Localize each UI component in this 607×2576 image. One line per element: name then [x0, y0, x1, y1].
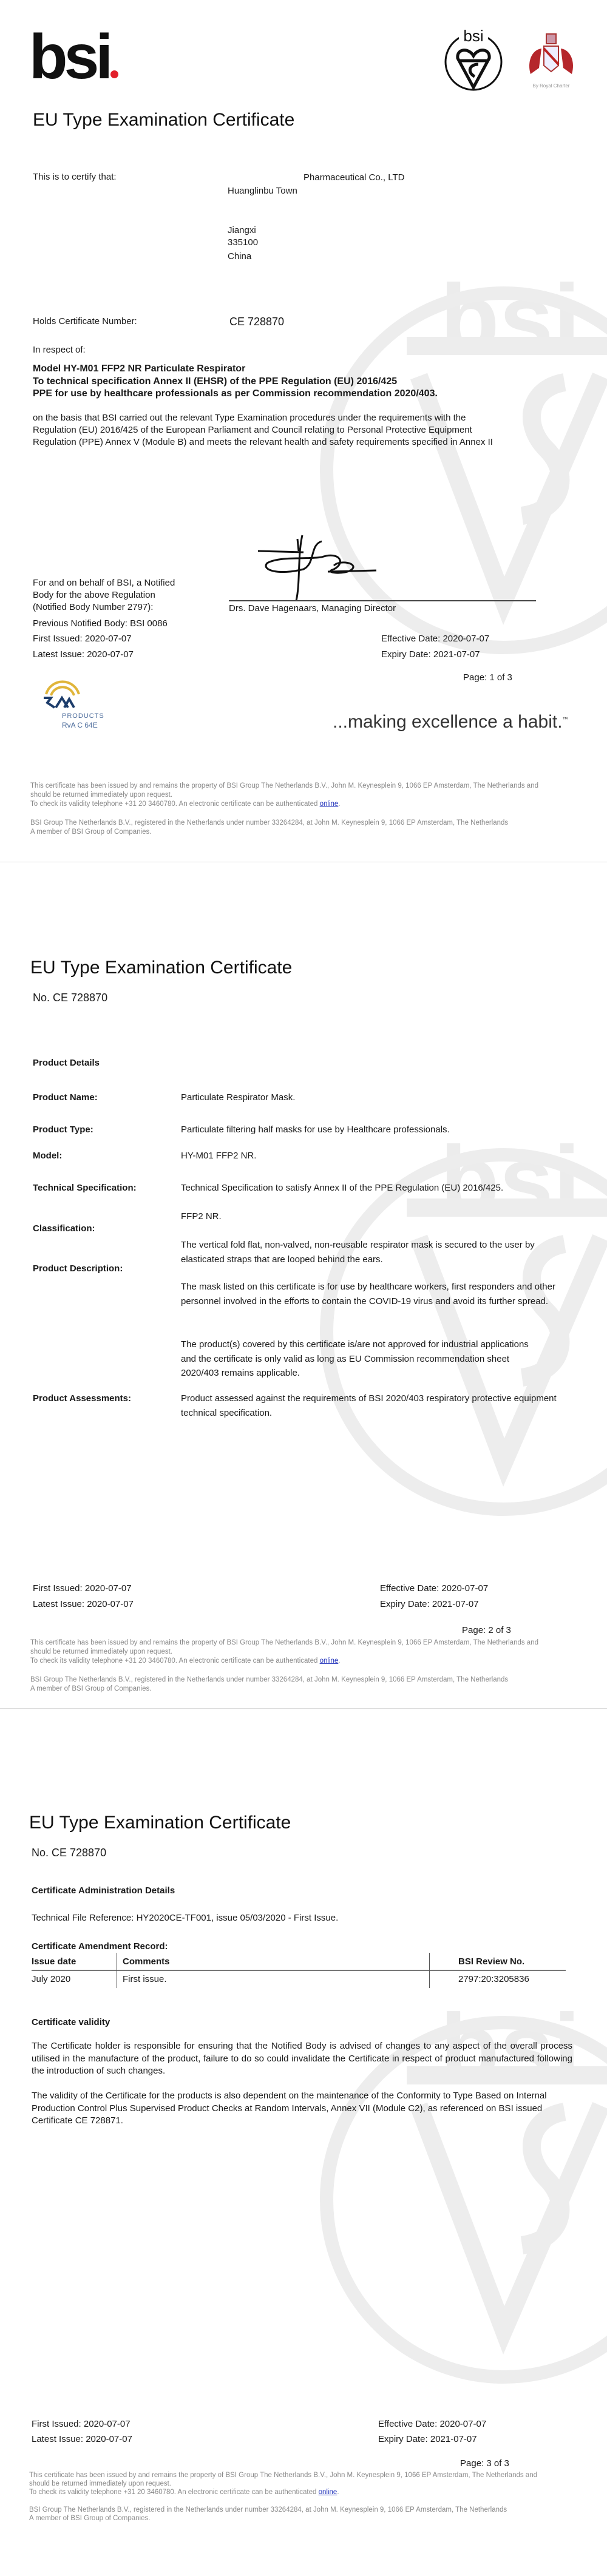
signatory-name: Drs. Dave Hagenaars, Managing Director: [229, 603, 396, 614]
table-header: Comments: [123, 1956, 170, 1967]
field-label: Model:: [33, 1151, 63, 1161]
table-cell: July 2020: [32, 1974, 71, 1984]
technical-specification: Technical Specification to satisfy Annex II of the PPE Regulation (EU) 2016/425.: [181, 1183, 504, 1193]
footer-line: should be returned immediately upon request.: [30, 791, 172, 799]
scope-line: PPE for use by healthcare professionals as per Commission recommendation 2020/403.: [33, 388, 438, 399]
footer-line: This certificate has been issued by and remains the property of BSI Group The Netherlands B.V., John M. Keynesplein 9, 1066 EP Amsterdam, The Netherlands and: [29, 2472, 537, 2479]
kitemark-logo: [443, 24, 504, 92]
section-heading: Certificate Amendment Record:: [32, 1941, 168, 1952]
table-divider: [32, 1970, 566, 1971]
behalf-line: For and on behalf of BSI, a Notified: [33, 578, 175, 588]
brand-tagline: ...making excellence a habit.™: [333, 712, 568, 732]
validity-paragraph: The Certificate holder is responsible for ensuring that the Notified Body is advised of changes to any aspect of the overall process utilised in the manufacture of the product, failure to do so could invalidate the Certificate in respect of product manufactured following the introduction of such changes.: [32, 2041, 572, 2076]
product-description: The mask listed on this certificate is for use by healthcare workers, first responders and other personnel involved in the efforts to contain the COVID-19 virus and avoid its further spread.: [181, 1282, 555, 1307]
footer-line: A member of BSI Group of Companies.: [29, 2515, 151, 2522]
rva-icon: [42, 672, 85, 709]
page-number: Page: 3 of 3: [460, 2458, 509, 2469]
page-title: EU Type Examination Certificate: [33, 110, 295, 130]
technical-file-reference: Technical File Reference: HY2020CE-TF001, issue 05/03/2020 - First Issue.: [32, 1913, 339, 1923]
expiry-date: Expiry Date: 2021-07-07: [380, 1599, 479, 1609]
field-label: Technical Specification:: [33, 1183, 137, 1193]
in-respect-label: In respect of:: [33, 345, 86, 355]
certificate-number: No. CE 728870: [32, 1847, 107, 1859]
footer-line: To check its validity telephone +31 20 3460780. An electronic certificate can be authenticated online.: [30, 800, 341, 808]
section-heading: Certificate validity: [32, 2017, 110, 2027]
behalf-line: Body for the above Regulation: [33, 590, 155, 600]
behalf-line: (Notified Body Number 2797):: [33, 602, 154, 612]
product-description: The product(s) covered by this certificate is/are not approved for industrial applications and the certificate is only valid as long as EU Commission recommendation sheet 2020/403 remains applicable.: [181, 1339, 529, 1378]
first-issued: First Issued: 2020-07-07: [32, 2419, 131, 2429]
page-title: EU Type Examination Certificate: [29, 1813, 291, 1833]
footer-line: BSI Group The Netherlands B.V., registered in the Netherlands under number 33264284, at John M. Keynesplein 9, 1066 EP Amsterdam, The Netherlands: [30, 1676, 509, 1683]
page-title: EU Type Examination Certificate: [30, 958, 293, 978]
classification-value: FFP2 NR.: [181, 1211, 222, 1222]
footer-line: This certificate has been issued by and remains the property of BSI Group The Netherlands B.V., John M. Keynesplein 9, 1066 EP Amsterdam, The Netherlands and: [30, 1639, 538, 1646]
bsi-watermark: [316, 1960, 607, 2397]
footer-line: To check its validity telephone +31 20 3460780. An electronic certificate can be authenticated online.: [30, 1657, 341, 1665]
field-label: Product Assessments:: [33, 1393, 131, 1404]
svg-text:bsi: bsi: [440, 264, 581, 373]
signature: [255, 533, 382, 603]
basis-line: on the basis that BSI carried out the relevant Type Examination procedures under the requirements with the: [33, 413, 466, 423]
table-divider: [429, 1953, 430, 1988]
online-link[interactable]: online: [319, 1657, 339, 1665]
effective-date: Effective Date: 2020-07-07: [380, 1583, 489, 1594]
latest-issue: Latest Issue: 2020-07-07: [33, 649, 134, 660]
online-link[interactable]: online: [319, 800, 339, 808]
validity-paragraph: The validity of the Certificate for the products is also dependent on the maintenance of the Conformity to Type Based on Internal Production Control Plus Supervised Product Checks at Random Intervals, Annex VII (Module C2), as referenced on BSI issued Certificate CE 728871.: [32, 2091, 547, 2126]
field-label: Product Type:: [33, 1124, 93, 1135]
product-type: Particulate filtering half masks for use by Healthcare professionals.: [181, 1124, 450, 1135]
product-description: The vertical fold flat, non-valved, non-reusable respirator mask is secured to the user by elasticated straps that are looped behind the ears.: [181, 1240, 535, 1265]
footer-line: BSI Group The Netherlands B.V., registered in the Netherlands under number 33264284, at John M. Keynesplein 9, 1066 EP Amsterdam, The Netherlands: [30, 819, 509, 827]
certificate-number: CE 728870: [229, 316, 285, 328]
section-heading: Certificate Administration Details: [32, 1885, 175, 1896]
logo-red-dot: [110, 70, 118, 78]
page-separator: [0, 1708, 607, 1709]
previous-notified-body: Previous Notified Body: BSI 0086: [33, 618, 168, 629]
page-number: Page: 2 of 3: [462, 1625, 511, 1635]
address-line: 335100: [228, 237, 259, 248]
table-header: Issue date: [32, 1956, 76, 1967]
footer-line: BSI Group The Netherlands B.V., registered in the Netherlands under number 33264284, at John M. Keynesplein 9, 1066 EP Amsterdam, The Netherlands: [29, 2506, 507, 2513]
first-issued: First Issued: 2020-07-07: [33, 634, 132, 644]
certify-label: This is to certify that:: [33, 172, 117, 182]
footer-line: A member of BSI Group of Companies.: [30, 1685, 152, 1692]
product-assessments: Product assessed against the requirements of BSI 2020/403 respiratory protective equipment technical specification.: [181, 1393, 557, 1418]
latest-issue: Latest Issue: 2020-07-07: [32, 2434, 132, 2444]
first-issued: First Issued: 2020-07-07: [33, 1583, 132, 1594]
latest-issue: Latest Issue: 2020-07-07: [33, 1599, 134, 1609]
footer-line: should be returned immediately upon request.: [29, 2480, 171, 2487]
footer-line: To check its validity telephone +31 20 3460780. An electronic certificate can be authenticated online.: [29, 2489, 339, 2496]
company-name: Pharmaceutical Co., LTD: [304, 172, 405, 183]
product-model: HY-M01 FFP2 NR.: [181, 1151, 257, 1161]
field-label: Product Name:: [33, 1092, 98, 1103]
expiry-date: Expiry Date: 2021-07-07: [378, 2434, 477, 2444]
signature-line: [229, 600, 536, 601]
rva-accreditation-logo: PRODUCTS RvA C 64E: [42, 672, 103, 738]
footer-line: This certificate has been issued by and remains the property of BSI Group The Netherlands B.V., John M. Keynesplein 9, 1066 EP Amsterdam, The Netherlands and: [30, 782, 538, 789]
basis-line: Regulation (PPE) Annex V (Module B) and meets the relevant health and safety requirements specified in Annex II: [33, 437, 493, 447]
crest-icon: [526, 32, 577, 80]
scope-line: To technical specification Annex II (EHSR) of the PPE Regulation (EU) 2016/425: [33, 376, 398, 387]
table-cell: First issue.: [123, 1974, 167, 1984]
footer-line: A member of BSI Group of Companies.: [30, 828, 152, 836]
basis-line: Regulation (EU) 2016/425 of the European Parliament and Council relating to Personal Protective Equipment: [33, 425, 472, 435]
holds-label: Holds Certificate Number:: [33, 316, 137, 326]
page-number: Page: 1 of 3: [463, 672, 512, 683]
table-cell: 2797:20:3205836: [458, 1974, 529, 1984]
effective-date: Effective Date: 2020-07-07: [378, 2419, 487, 2429]
product-name: Particulate Respirator Mask.: [181, 1092, 296, 1103]
bsi-logo: bsi: [29, 27, 118, 87]
bsi-watermark: [316, 1092, 607, 1529]
scope-line: Model HY-M01 FFP2 NR Particulate Respirator: [33, 363, 246, 374]
royal-charter-crest: By Royal Charter: [522, 32, 580, 89]
svg-text:bsi: bsi: [440, 1126, 581, 1234]
certificate-number: No. CE 728870: [33, 992, 108, 1004]
expiry-date: Expiry Date: 2021-07-07: [381, 649, 480, 660]
field-label: Classification:: [33, 1223, 95, 1234]
effective-date: Effective Date: 2020-07-07: [381, 634, 490, 644]
section-heading: Product Details: [33, 1058, 100, 1068]
table-header: BSI Review No.: [458, 1956, 525, 1967]
address-country: China: [228, 251, 252, 262]
field-label: Product Description:: [33, 1263, 123, 1274]
svg-text:bsi: bsi: [440, 1993, 581, 2102]
online-link[interactable]: online: [318, 2489, 337, 2496]
address-line: Jiangxi: [228, 225, 256, 235]
svg-text:bsi: bsi: [463, 27, 484, 45]
footer-line: should be returned immediately upon request.: [30, 1648, 172, 1655]
address-line: Huanglinbu Town: [228, 186, 297, 196]
